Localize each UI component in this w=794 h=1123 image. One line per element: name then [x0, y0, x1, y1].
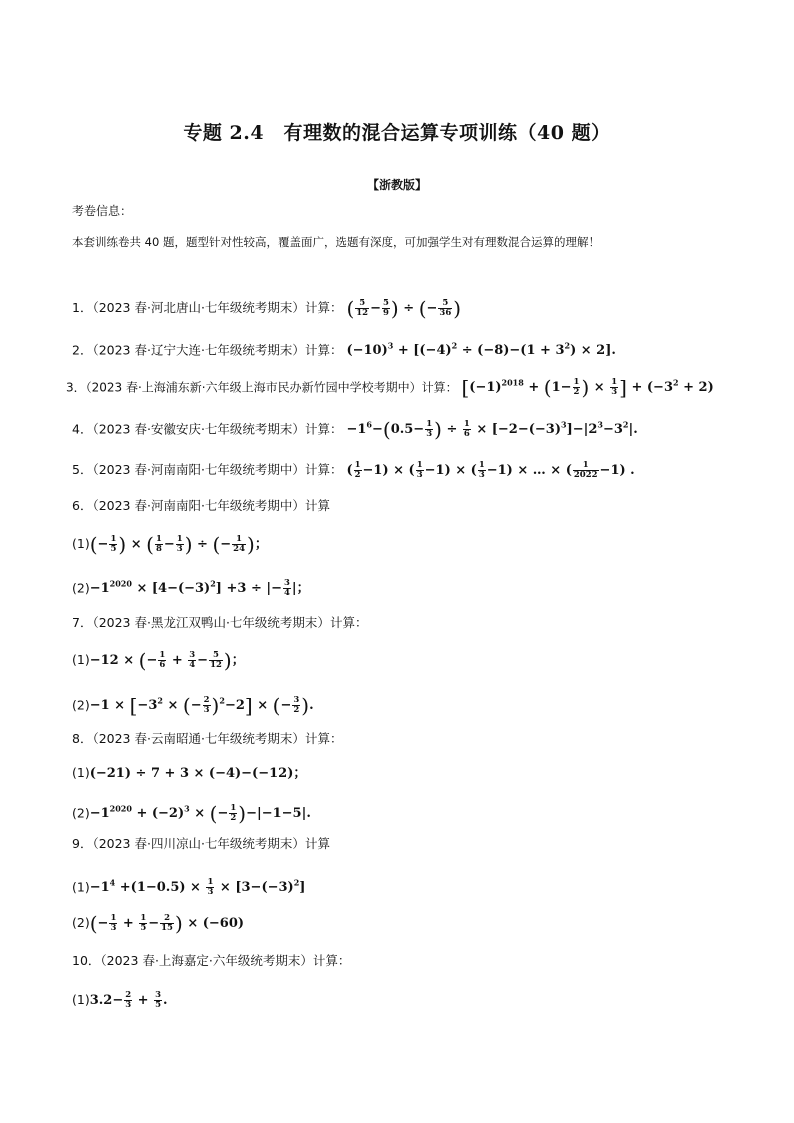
part-label: (1)	[72, 765, 90, 780]
math-expression: $-1^{2020} + (-2)^3$ × (− $\frac{1}{2}$ )−|−1−5|.	[89, 801, 311, 826]
math-expression: (−21) ÷ 7 + 3 × (−4)−(−12)；	[89, 766, 307, 781]
problem-prompt: 计算	[304, 836, 330, 851]
problem-source: （2023 春·河北唐山·七年级统考期末）	[92, 300, 305, 315]
problem-8-part-2	[72, 797, 311, 826]
part-label: (1)	[72, 652, 90, 667]
problem-prompt: 计算：	[304, 731, 343, 746]
math-expression: $(-10)^3 + [(-4)^2 \div (-8)-(1 + 3^2) \times 2]$.	[346, 341, 616, 359]
problem-prompt: 计算：	[304, 421, 343, 437]
problem-source: （2023 春·上海浦东新·六年级上海市民办新竹园中学校考期中）	[85, 380, 422, 395]
part-label: (2)	[72, 805, 90, 821]
problem-9-part-2	[72, 911, 244, 935]
problem-6	[72, 494, 330, 518]
info-text: 本套训练卷共 40 题，题型针对性较高，覆盖面广，选题有深度，可加强学生对有理数混合运算的理解！	[72, 235, 600, 249]
part-label: (2)	[72, 580, 90, 596]
problem-source: （2023 春·河南南阳·七年级统考期中）	[92, 462, 305, 477]
problem-number: 3．	[66, 380, 86, 395]
problem-source: （2023 春·黑龙江双鸭山·七年级统考期末）	[92, 615, 330, 630]
problem-number: 8．	[72, 731, 93, 746]
problem-prompt: 计算：	[304, 462, 343, 477]
problem-source: （2023 春·河南南阳·七年级统考期中）	[92, 498, 305, 513]
math-expression: −12 × (− $\frac{1}{6}$ + $\frac{3}{4}$ − $\frac{5}{12}$ )；	[89, 648, 245, 673]
part-label: (2)	[72, 697, 90, 713]
problem-prompt: 计算：	[329, 615, 368, 630]
problem-number: 10．	[72, 953, 101, 968]
math-expression: (− $\frac{1}{5}$ ) × ( $\frac{1}{8}$ − $\frac{1}{3}$ ) ÷ (− $\frac{1}{24}$ )；	[89, 532, 268, 557]
problem-6-part-1	[72, 532, 268, 556]
edition-label: 【浙教版】	[366, 178, 427, 192]
math-expression: $-1^{2020} \times [4-(-3)^2] +3$ ÷ |− $\frac{3}{4}$ |；	[89, 578, 310, 599]
math-expression: (− $\frac{1}{3}$ + $\frac{1}{5}$ − $\frac{2}{15}$ ) × (−60)	[89, 911, 245, 936]
problem-number: 1．	[72, 300, 93, 315]
problem-source: （2023 春·安徽安庆·七年级统考期末）	[92, 421, 305, 437]
page-title: 专题 2.4 有理数的混合运算专项训练（40 题）	[183, 122, 611, 144]
part-label: (1)	[72, 992, 90, 1007]
problem-prompt: 计算	[304, 498, 330, 513]
problem-1	[72, 296, 461, 320]
problem-10	[72, 949, 350, 973]
math-expression: ( $\frac{1}{2}$ −1) × ( $\frac{1}{3}$ −1) × ( $\frac{1}{3}$ −1) × … × ( $\frac{1}{2022}$ −1) .	[346, 460, 635, 480]
problem-number: 4．	[72, 421, 93, 437]
problem-prompt: 计算：	[304, 300, 343, 315]
problem-prompt: 计算：	[312, 953, 351, 968]
problem-5	[72, 458, 635, 482]
problem-source: （2023 春·辽宁大连·七年级统考期末）	[92, 342, 305, 358]
problem-9	[72, 832, 330, 856]
part-label: (1)	[72, 879, 90, 895]
problem-9-part-1	[72, 871, 306, 898]
math-expression: 3.2− $\frac{2}{3}$ + $\frac{3}{5}$ .	[89, 990, 168, 1010]
problem-number: 7．	[72, 615, 93, 630]
problem-4	[72, 413, 638, 442]
problem-number: 9．	[72, 836, 93, 851]
problem-source: （2023 春·上海嘉定·六年级统考期末）	[100, 953, 313, 968]
math-expression: [$(-1)^{2018} + (1-$ $\frac{1}{2}$ ) × $\frac{1}{3}$ ] + $(-3^2 + 2)$	[461, 375, 714, 400]
problem-number: 6．	[72, 498, 93, 513]
part-label: (1)	[72, 536, 90, 551]
info-label: 考卷信息：	[72, 204, 133, 218]
problem-number: 5．	[72, 462, 93, 477]
math-expression: $-1 \times [-3^2$ × (− $\frac{2}{3}$ )$^2$−2] × (− $\frac{3}{2}$ ).	[89, 693, 314, 718]
problem-source: （2023 春·云南昭通·七年级统考期末）	[92, 731, 305, 746]
problem-7-part-2	[72, 689, 314, 718]
math-expression: ( $\frac{5}{12}$ − $\frac{5}{9}$ ) ÷ (− $\frac{5}{36}$ )	[346, 296, 462, 321]
problem-10-part-1	[72, 988, 168, 1012]
problem-prompt: 计算：	[304, 342, 343, 358]
problem-8	[72, 727, 342, 751]
problem-7-part-1	[72, 648, 245, 672]
part-label: (2)	[72, 915, 90, 930]
problem-source: （2023 春·四川凉山·七年级统考期末）	[92, 836, 305, 851]
problem-6-part-2	[72, 572, 310, 599]
problem-number: 2．	[72, 342, 93, 358]
problem-prompt: 计算：	[421, 380, 458, 395]
math-expression: $-1^6-(0.5-$ $\frac{1}{3}$ ) ÷ $\frac{1}{6}$ × $[-2-(-3)^3]-|2^3-3^2|$.	[346, 417, 638, 442]
math-expression: $-1^4 +(1-0.5)$ × $\frac{1}{3}$ × $[3-(-3)^2]$	[89, 877, 306, 898]
problem-7	[72, 611, 367, 635]
problem-8-part-1	[72, 761, 306, 785]
problem-3	[66, 371, 714, 400]
problem-2	[72, 334, 616, 358]
